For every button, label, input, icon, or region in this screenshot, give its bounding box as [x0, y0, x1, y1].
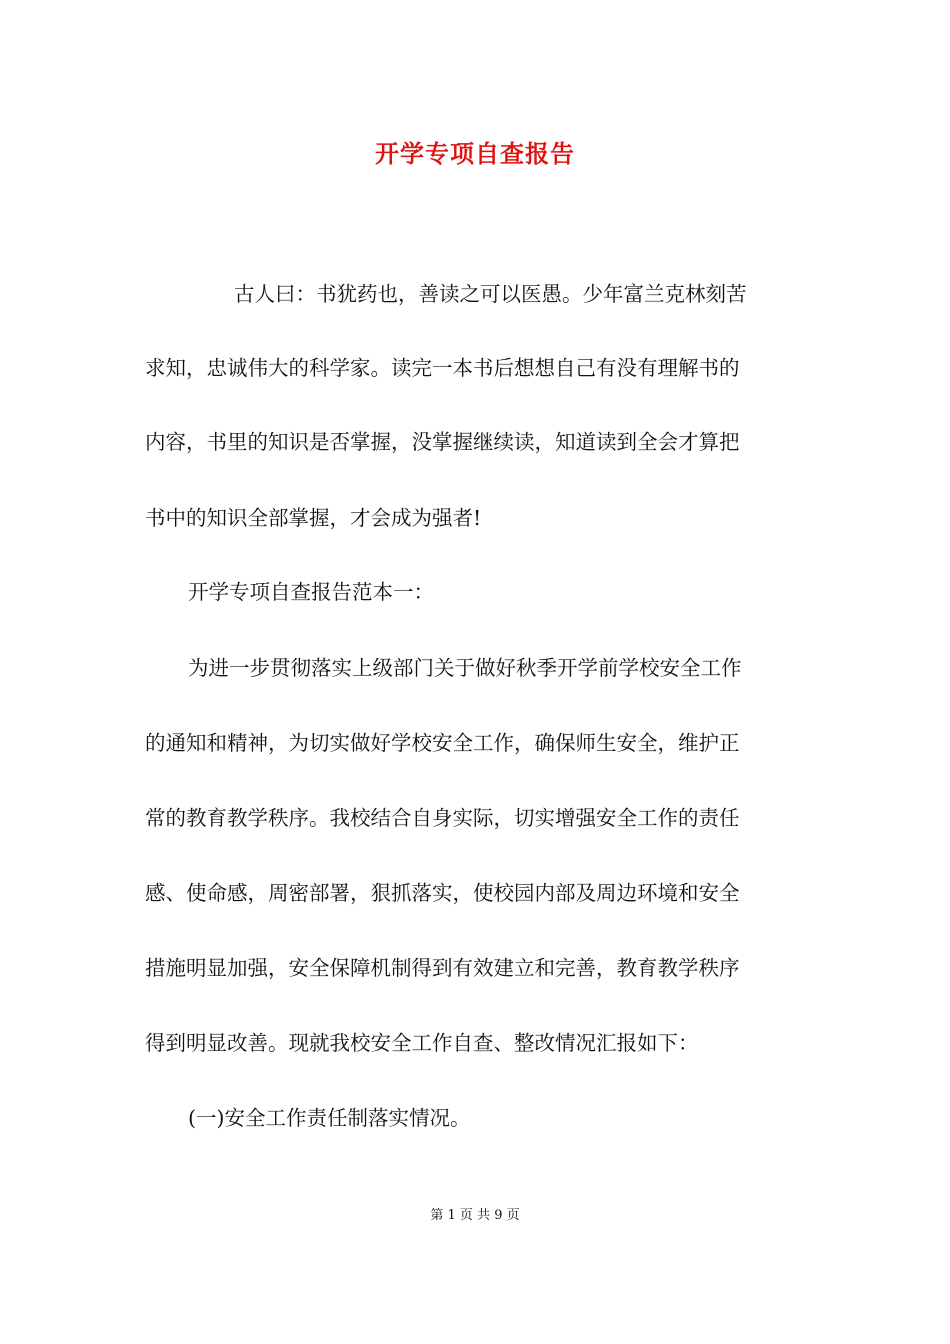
section-heading: 开学专项自查报告范本一：: [188, 580, 434, 604]
paragraph-line: 常的教育教学秩序。我校结合自身实际，切实增强安全工作的责任: [145, 806, 740, 830]
paragraph-line: 措施明显加强，安全保障机制得到有效建立和完善，教育教学秩序: [145, 956, 740, 980]
paragraph-line: 为进一步贯彻落实上级部门关于做好秋季开学前学校安全工作: [188, 656, 742, 680]
document-title: 开学专项自查报告: [375, 139, 575, 168]
paragraph-line: 感、使命感，周密部署，狠抓落实，使校园内部及周边环境和安全: [145, 881, 740, 905]
paragraph-line: 求知，忠诚伟大的科学家。读完一本书后想想自己有没有理解书的: [145, 356, 740, 380]
page-number-footer: 第 1 页 共 9 页: [430, 1208, 520, 1223]
paragraph-line: 书中的知识全部掌握，才会成为强者!: [145, 506, 482, 530]
paragraph-line: 内容，书里的知识是否掌握，没掌握继续读，知道读到全会才算把: [145, 430, 740, 454]
subsection-heading: (一)安全工作责任制落实情况。: [188, 1106, 471, 1130]
paragraph-line: 得到明显改善。现就我校安全工作自查、整改情况汇报如下：: [145, 1031, 699, 1055]
paragraph-line: 古人曰：书犹药也，善读之可以医愚。少年富兰克林刻苦: [234, 282, 747, 306]
paragraph-line: 的通知和精神，为切实做好学校安全工作，确保师生安全，维护正: [145, 731, 740, 755]
